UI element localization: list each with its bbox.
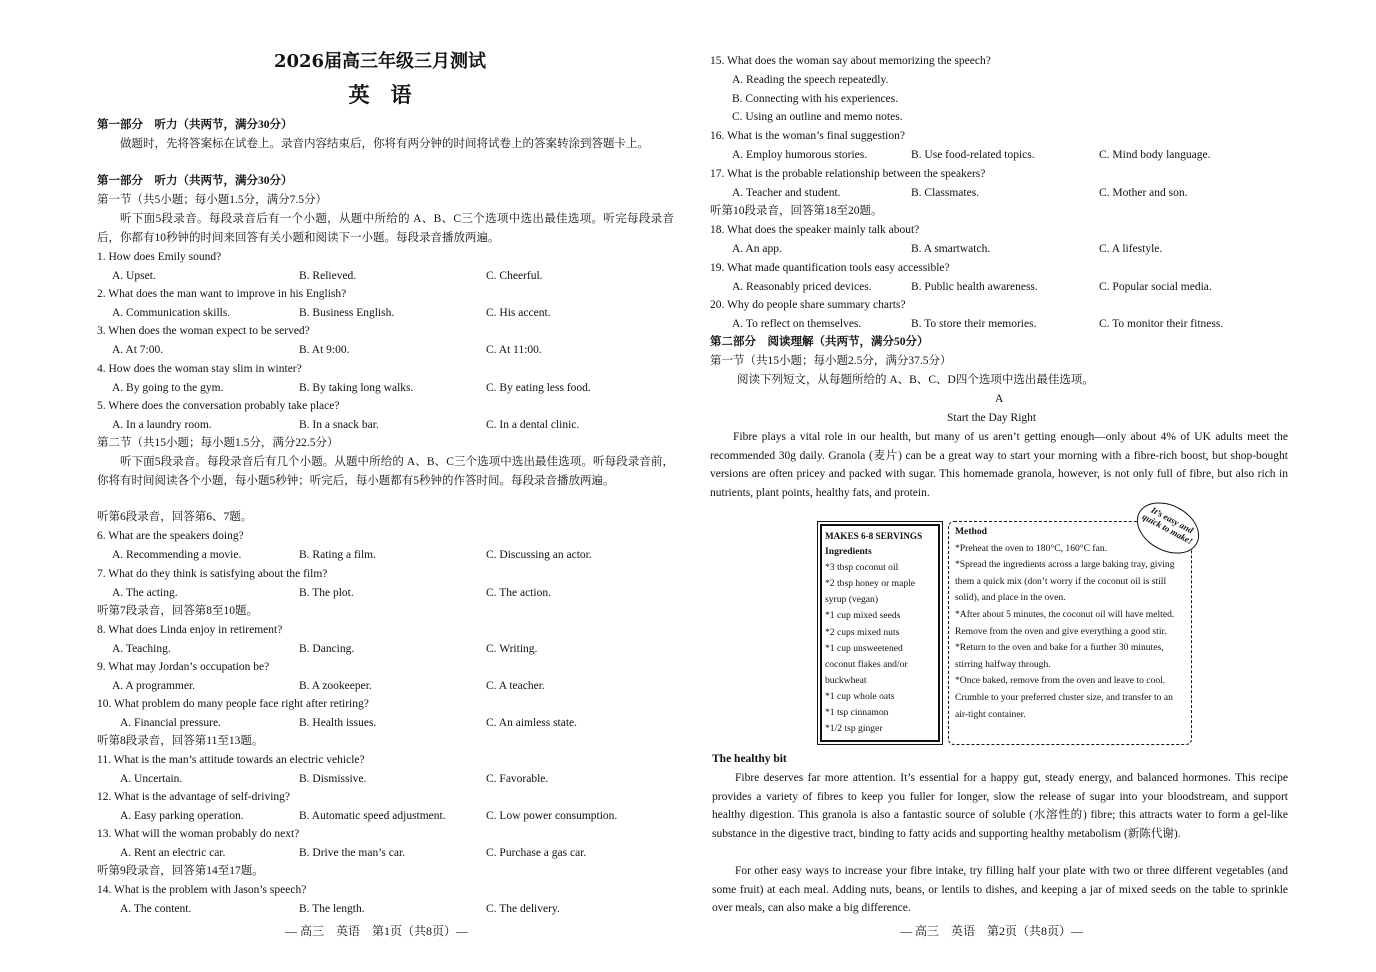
q1-option-c[interactable]: C. Cheerful. [486,270,543,282]
q14-option-b[interactable]: B. The length. [299,903,365,915]
q15-option-a[interactable]: A. Reading the speech repeatedly. [732,74,889,86]
q10-option-c[interactable]: C. An aimless state. [486,717,578,729]
question-9: 9. What may Jordan’s occupation be? [97,661,270,673]
segment-8-header: 听第8段录音，回答第11至13题。 [97,735,264,747]
question-11: 11. What is the man’s attitude towards an electric vehicle? [97,754,365,766]
q15-option-c[interactable]: C. Using an outline and memo notes. [732,111,903,123]
question-2: 2. What does the man want to improve in his English? [97,288,347,300]
method-title: Method [955,526,987,537]
part1-header: 第一部分 听力（共两节，满分30分） [97,119,293,131]
q18-option-b[interactable]: B. A smartwatch. [911,243,991,255]
q9-option-c[interactable]: C. A teacher. [486,680,545,692]
q12-option-b[interactable]: B. Automatic speed adjustment. [299,810,446,822]
ingredient-item: *1 cup mixed seeds [825,610,901,622]
question-17: 17. What is the probable relationship between the speakers? [710,168,986,180]
section2-instructions: 听下面5段录音。每段录音后有几个小题。从题中所给的 A、B、C三个选项中选出最佳选项。听每段录音前，你将有时间阅读各个小题，每小题5秒钟；听完后，每小题都有5秒钟的作答时间。每段录音播放两遍。 [97,456,674,487]
segment-6-header: 听第6段录音，回答第6、7题。 [97,511,253,523]
q20-option-b[interactable]: B. To store their memories. [911,318,1037,330]
ingredient-item: *1 cup whole oats [825,690,895,702]
part2-section1-header: 第一节（共15小题；每小题2.5分，满分37.5分） [710,355,952,367]
passage-paragraph-2: Fibre deserves far more attention. It’s essential for a happy gut, steady energy, and balanced hormones. This recipe provides a variety of fibres to keep you fuller for longer, slow the release of sugar into your bloodstream, and support healthy digestion. This granola is also a fantastic source of soluble (水溶性的) fibre; this attracts water to form a gel-like substance in the digestive tract, binding to fatty acids and supporting healthy metabolism (新陈代谢). [712,772,1288,841]
subject-title: 英 语 [348,82,412,107]
question-7: 7. What do they think is satisfying about the film? [97,568,328,580]
ingredient-item: *2 tbsp honey or maple syrup (vegan) [825,578,916,606]
q6-option-c[interactable]: C. Discussing an actor. [486,549,592,561]
q6-option-b[interactable]: B. Rating a film. [299,549,376,561]
segment-7-header: 听第7段录音，回答第8至10题。 [97,605,258,617]
q18-option-a[interactable]: A. An app. [732,243,782,255]
question-20: 20. Why do people share summary charts? [710,299,906,311]
method-step-2: *Spread the ingredients across a large baking tray, giving them a quick mix (don’t worry if the coconut oil is still solid), and place in the oven. [955,559,1175,604]
method-step-4: *Return to the oven and bake for a further 30 minutes, stirring halfway through. [955,642,1164,670]
ingredients-title: Ingredients [825,546,872,558]
q2-option-c[interactable]: C. His accent. [486,307,551,319]
q11-option-c[interactable]: C. Favorable. [486,773,549,785]
intro-text: 做题时，先将答案标在试卷上。录音内容结束后，你将有两分钟的时间将试卷上的答案转涂到答题卡上。 [120,138,649,150]
method-step-5: *Once baked, remove from the oven and leave to cool. Crumble to your preferred cluster size, and transfer to an air-tight container. [955,675,1173,720]
question-12: 12. What is the advantage of self-driving? [97,791,290,803]
method-step-1: *Preheat the oven to 180°C, 160°C fan. [955,542,1108,554]
q3-option-c[interactable]: C. At 11:00. [486,344,542,356]
q9-option-a[interactable]: A. A programmer. [112,680,196,692]
q12-option-a[interactable]: A. Easy parking operation. [120,810,244,822]
question-16: 16. What is the woman’s final suggestion? [710,130,905,142]
q2-option-b[interactable]: B. Business English. [299,307,395,319]
passage-letter: A [995,393,1004,405]
servings-label: MAKES 6-8 SERVINGS [825,531,923,541]
question-18: 18. What does the speaker mainly talk about? [710,224,920,236]
q8-option-a[interactable]: A. Teaching. [112,643,171,655]
part1-header-repeat: 第一部分 听力（共两节，满分30分） [97,175,293,187]
q1-option-a[interactable]: A. Upset. [112,270,156,282]
page-1-footer: — 高三 英语 第1页（共8页）— [285,924,469,938]
q17-option-a[interactable]: A. Teacher and student. [732,187,841,199]
q5-option-a[interactable]: A. In a laundry room. [112,419,212,431]
q14-option-c[interactable]: C. The delivery. [486,903,560,915]
q4-option-b[interactable]: B. By taking long walks. [299,382,414,394]
ingredient-item: *1/2 tsp ginger [825,723,883,735]
method-box [948,521,1192,745]
q8-option-b[interactable]: B. Dancing. [299,643,355,655]
q5-option-b[interactable]: B. In a snack bar. [299,419,379,431]
easy-quick-badge: It’s easy and quick to make! [1128,492,1208,564]
q1-option-b[interactable]: B. Relieved. [299,270,357,282]
q5-option-c[interactable]: C. In a dental clinic. [486,419,580,431]
question-5: 5. Where does the conversation probably take place? [97,400,340,412]
q11-option-a[interactable]: A. Uncertain. [120,773,183,785]
q3-option-a[interactable]: A. At 7:00. [112,344,164,356]
segment-9-header: 听第9段录音，回答第14至17题。 [97,865,264,877]
q7-option-a[interactable]: A. The acting. [112,587,178,599]
ingredient-item: *3 tbsp coconut oil [825,562,899,574]
q16-option-a[interactable]: A. Employ humorous stories. [732,149,868,161]
q2-option-a[interactable]: A. Communication skills. [112,307,231,319]
q20-option-a[interactable]: A. To reflect on themselves. [732,318,862,330]
healthy-bit-title: The healthy bit [712,753,787,765]
question-15: 15. What does the woman say about memorizing the speech? [710,55,991,67]
q16-option-b[interactable]: B. Use food-related topics. [911,149,1035,161]
q7-option-c[interactable]: C. The action. [486,587,551,599]
q9-option-b[interactable]: B. A zookeeper. [299,680,372,692]
question-3: 3. When does the woman expect to be served? [97,325,310,337]
question-8: 8. What does Linda enjoy in retirement? [97,624,283,636]
section1-instructions: 听下面5段录音。每段录音后有一个小题，从题中所给的 A、B、C三个选项中选出最佳选项。听完每段录音后，你都有10秒钟的时间来回答有关小题和阅读下一小题。每段录音播放两遍。 [97,213,674,244]
question-1: 1. How does Emily sound? [97,251,222,263]
part2-header: 第二部分 阅读理解（共两节，满分50分） [710,336,929,348]
ingredients-box [820,524,940,742]
question-10: 10. What problem do many people face right after retiring? [97,698,369,710]
q17-option-c[interactable]: C. Mother and son. [1099,187,1188,199]
question-6: 6. What are the speakers doing? [97,530,244,542]
q17-option-b[interactable]: B. Classmates. [911,187,980,199]
q6-option-a[interactable]: A. Recommending a movie. [112,549,242,561]
question-4: 4. How does the woman stay slim in winter? [97,363,302,375]
section1-header: 第一节（共5小题；每小题1.5分，满分7.5分） [97,194,327,206]
exam-title: 2026届高三年级三月测试 [273,51,487,72]
q19-option-c[interactable]: C. Popular social media. [1099,281,1212,293]
question-13: 13. What will the woman probably do next? [97,828,300,840]
passage-paragraph-3: For other easy ways to increase your fibre intake, try filling half your plate with two or three different vegetables (and some fruit) at each meal. Adding nuts, beans, or lentils to dishes, and keeping a jar of mixed seeds on the table to sprinkle over meals, can also make a big difference. [712,865,1288,915]
q16-option-c[interactable]: C. Mind body language. [1099,149,1211,161]
q8-option-c[interactable]: C. Writing. [486,643,538,655]
ingredient-item: *2 cups mixed nuts [825,626,900,638]
q13-option-c[interactable]: C. Purchase a gas car. [486,847,587,859]
segment-10-header: 听第10段录音，回答第18至20题。 [710,205,883,217]
page-2-footer: — 高三 英语 第2页（共8页）— [900,924,1084,938]
method-step-3: *After about 5 minutes, the coconut oil will have melted. Remove from the oven and give everything a good stir. [955,608,1175,637]
q10-option-b[interactable]: B. Health issues. [299,717,377,729]
q12-option-c[interactable]: C. Low power consumption. [486,810,618,822]
q4-option-a[interactable]: A. By going to the gym. [112,382,224,394]
passage-title: Start the Day Right [947,412,1037,424]
q10-option-a[interactable]: A. Financial pressure. [120,717,221,729]
q13-option-b[interactable]: B. Drive the man’s car. [299,847,406,859]
q14-option-a[interactable]: A. The content. [120,903,192,915]
ingredient-item: *1 tsp cinnamon [825,707,889,719]
q20-option-c[interactable]: C. To monitor their fitness. [1099,318,1224,330]
question-14: 14. What is the problem with Jason’s speech? [97,884,307,896]
ingredient-item: *1 cup unsweetened coconut flakes and/or buckwheat [825,642,908,686]
q4-option-c[interactable]: C. By eating less food. [486,382,591,394]
passage-paragraph-1: Fibre plays a vital role in our health, but many of us aren’t getting enough—only about 4% of UK adults meet the recommended 30g daily. Granola (麦片) can be a great way to start your morning with a fibre-rich boost, but shop-bought versions are often pricey and packed with sugar. This homemade granola, however, is not only full of fibre, but also rich in nutrients, plant points, healthy fats, and protein. [710,431,1288,500]
q19-option-b[interactable]: B. Public health awareness. [911,281,1038,293]
q11-option-b[interactable]: B. Dismissive. [299,773,367,785]
section2-header: 第二节（共15小题；每小题1.5分，满分22.5分） [97,437,339,449]
q7-option-b[interactable]: B. The plot. [299,587,354,599]
q18-option-c[interactable]: C. A lifestyle. [1099,243,1163,255]
question-19: 19. What made quantification tools easy accessible? [710,262,950,274]
q15-option-b[interactable]: B. Connecting with his experiences. [732,93,899,105]
q13-option-a[interactable]: A. Rent an electric car. [120,847,226,859]
q3-option-b[interactable]: B. At 9:00. [299,344,350,356]
q19-option-a[interactable]: A. Reasonably priced devices. [732,281,872,293]
part2-instructions: 阅读下列短文，从每题所给的 A、B、C、D四个选项中选出最佳选项。 [737,374,1094,386]
